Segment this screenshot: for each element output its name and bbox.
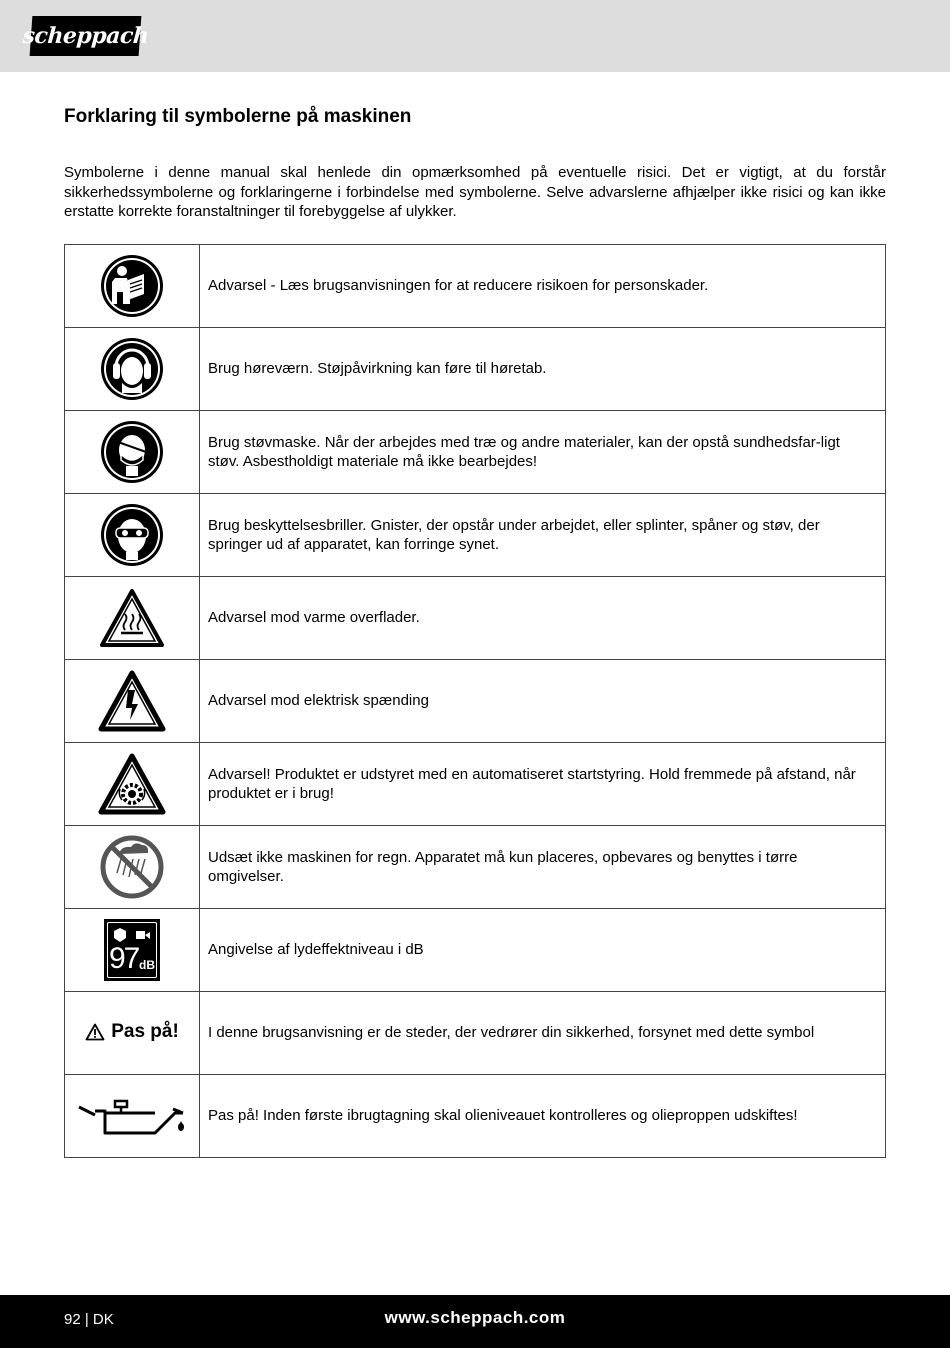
row-description: Angivelse af lydeffektniveau i dB xyxy=(200,909,886,992)
warning-label-text: Pas på! xyxy=(111,1020,179,1042)
electric-voltage-warning-icon xyxy=(65,670,199,732)
row-description: Advarsel mod elektrisk spænding xyxy=(200,660,886,743)
sound-level-unit: dB xyxy=(139,958,155,972)
table-row xyxy=(65,494,886,577)
page-title: Forklaring til symbolerne på maskinen xyxy=(64,106,412,127)
website-link: www.scheppach.com xyxy=(384,1308,566,1327)
table-row xyxy=(65,577,886,660)
table-row xyxy=(65,743,886,826)
page-number: 92 | DK xyxy=(64,1311,114,1328)
table-row xyxy=(65,411,886,494)
warning-label xyxy=(85,1021,179,1043)
table-row xyxy=(65,328,886,411)
row-description: Advarsel mod varme overflader. xyxy=(200,577,886,660)
page-footer xyxy=(0,1295,950,1348)
dust-mask-icon xyxy=(65,420,199,484)
table-row xyxy=(65,826,886,909)
ear-protection-icon xyxy=(65,337,199,401)
table-row xyxy=(65,1075,886,1158)
sound-level-value: 97 xyxy=(109,942,139,975)
oil-can-icon xyxy=(65,1095,199,1137)
hot-surface-warning-icon xyxy=(65,588,199,648)
row-description: Advarsel - Læs brugsanvisningen for at reducere risikoen for personskader. xyxy=(200,245,886,328)
scheppach-logo: scheppach xyxy=(30,16,142,56)
automatic-start-warning-icon xyxy=(65,753,199,815)
row-description: Advarsel! Produktet er udstyret med en automatiseret startstyring. Hold fremmede på afstand, når produktet er i brug! xyxy=(200,743,886,826)
symbols-table xyxy=(64,244,886,1158)
row-description: Brug støvmaske. Når der arbejdes med træ og andre materialer, kan der opstå sundhedsfar-ligt støv. Asbestholdigt materiale må ikke bearbejdes! xyxy=(200,411,886,494)
no-rain-icon xyxy=(65,834,199,900)
row-description: Pas på! Inden første ibrugtagning skal olieniveauet kontrolleres og olieproppen udskiftes! xyxy=(200,1075,886,1158)
intro-paragraph: Symbolerne i denne manual skal henlede din opmærksomhed på eventuelle risici. Det er vigtigt, at du forstår sikkerhedssymbolerne og forklaringerne i forbindelse med symbolerne. Selve advarslerne afhjælper ikke risici og kan ikke erstatte korrekte foranstaltninger til forebyggelse af ulykker. xyxy=(64,164,886,220)
row-description: Brug høreværn. Støjpåvirkning kan føre til høretab. xyxy=(200,328,886,411)
page-header xyxy=(0,0,950,72)
row-description: Brug beskyttelsesbriller. Gnister, der opstår under arbejdet, eller splinter, spåner og støv, der springer ud af apparatet, kan forringe synet. xyxy=(200,494,886,577)
table-row xyxy=(65,660,886,743)
table-row xyxy=(65,992,886,1075)
table-row xyxy=(65,245,886,328)
sound-power-level-icon xyxy=(104,919,160,981)
row-description: Udsæt ikke maskinen for regn. Apparatet må kun placeres, opbevares og benyttes i tørre omgivelser. xyxy=(200,826,886,909)
table-row xyxy=(65,909,886,992)
safety-goggles-icon xyxy=(65,503,199,567)
read-manual-icon xyxy=(65,254,199,318)
row-description: I denne brugsanvisning er de steder, der vedrører din sikkerhed, forsynet med dette symbol xyxy=(200,992,886,1075)
warning-triangle-icon xyxy=(85,1023,105,1041)
